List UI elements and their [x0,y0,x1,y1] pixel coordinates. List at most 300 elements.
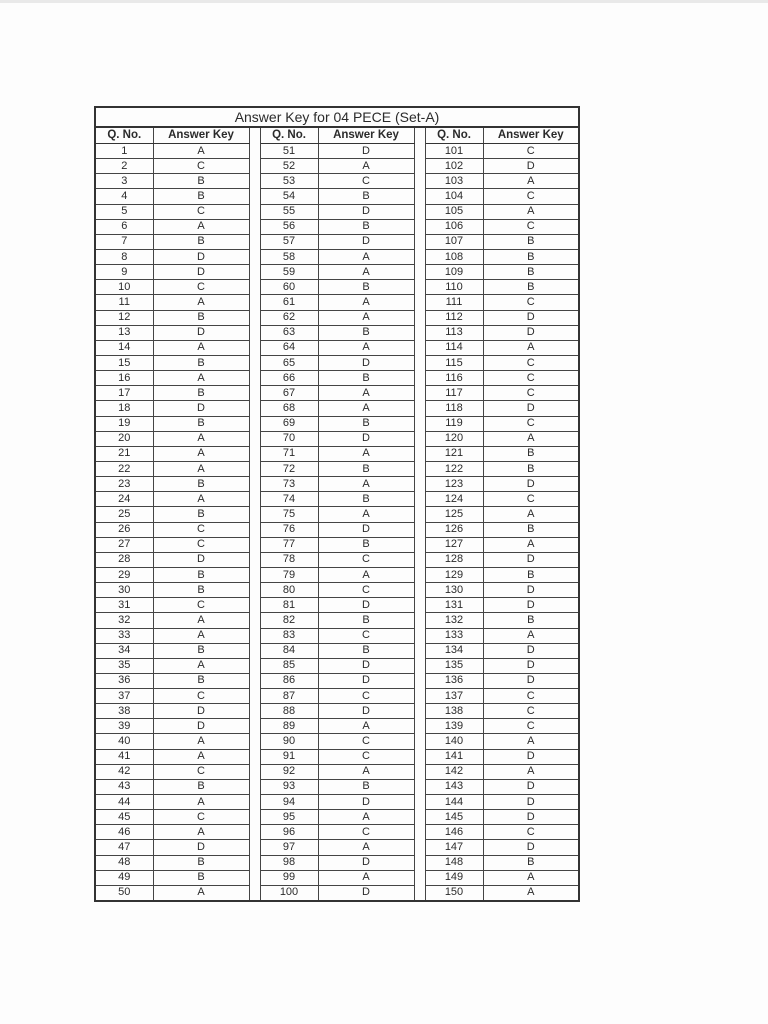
question-number: 117 [425,386,483,401]
answer-key-value: B [318,643,414,658]
question-number: 61 [260,295,318,310]
answer-key-value: C [483,371,579,386]
question-number: 89 [260,719,318,734]
column-divider [414,431,425,446]
answer-key-value: A [153,371,249,386]
question-number: 38 [95,704,153,719]
answer-key-value: D [318,855,414,870]
answer-key-value: D [483,795,579,810]
question-number: 136 [425,673,483,688]
question-number: 99 [260,870,318,885]
column-divider [414,340,425,355]
answer-key-value: A [318,764,414,779]
column-divider [414,613,425,628]
question-number: 118 [425,401,483,416]
column-divider [414,537,425,552]
question-number: 3 [95,174,153,189]
question-number: 1 [95,144,153,159]
answer-key-value: C [483,492,579,507]
table-row [95,810,579,825]
column-divider [249,174,260,189]
answer-key-value: D [318,658,414,673]
column-divider [249,613,260,628]
column-divider [414,265,425,280]
answer-key-value: D [483,552,579,567]
column-divider [414,628,425,643]
question-number: 76 [260,522,318,537]
question-number: 90 [260,734,318,749]
question-number: 8 [95,249,153,264]
column-divider [414,840,425,855]
answer-key-value: B [483,567,579,582]
answer-key-value: A [318,265,414,280]
answer-key-value: B [318,189,414,204]
answer-key-value: A [153,885,249,901]
header-key-3: Answer Key [483,127,579,144]
column-divider [414,144,425,159]
column-divider [414,310,425,325]
column-divider [249,719,260,734]
table-row [95,643,579,658]
answer-key-value: A [153,461,249,476]
column-divider [249,507,260,522]
answer-key-value: A [153,658,249,673]
answer-key-value: D [153,265,249,280]
answer-key-value: A [483,537,579,552]
question-number: 141 [425,749,483,764]
question-number: 137 [425,689,483,704]
question-number: 113 [425,325,483,340]
table-row [95,885,579,901]
column-divider [249,522,260,537]
column-divider [249,295,260,310]
answer-key-value: C [153,280,249,295]
column-divider [414,689,425,704]
table-row [95,689,579,704]
question-number: 12 [95,310,153,325]
answer-key-value: B [483,234,579,249]
question-number: 131 [425,598,483,613]
question-number: 129 [425,567,483,582]
question-number: 4 [95,189,153,204]
column-divider [414,673,425,688]
answer-key-value: C [483,295,579,310]
table-row [95,401,579,416]
answer-key-value: B [153,234,249,249]
question-number: 120 [425,431,483,446]
question-number: 86 [260,673,318,688]
question-number: 67 [260,386,318,401]
column-divider [249,461,260,476]
answer-key-value: A [318,446,414,461]
column-divider [414,386,425,401]
answer-key-value: D [318,704,414,719]
question-number: 139 [425,719,483,734]
column-divider [414,280,425,295]
column-divider [249,280,260,295]
answer-key-value: C [483,689,579,704]
answer-key-value: D [318,355,414,370]
question-number: 42 [95,764,153,779]
column-divider [414,127,425,144]
question-number: 74 [260,492,318,507]
table-row [95,749,579,764]
column-divider [249,749,260,764]
table-row [95,628,579,643]
answer-key-value: A [483,764,579,779]
answer-key-value: C [483,704,579,719]
answer-key-value: B [483,265,579,280]
answer-key-table [94,106,580,902]
question-number: 88 [260,704,318,719]
answer-key-value: C [318,825,414,840]
question-number: 27 [95,537,153,552]
question-number: 55 [260,204,318,219]
question-number: 107 [425,234,483,249]
column-divider [414,583,425,598]
question-number: 75 [260,507,318,522]
table-row [95,552,579,567]
answer-key-value: A [483,870,579,885]
question-number: 95 [260,810,318,825]
answer-key-value: B [153,189,249,204]
header-key-2: Answer Key [318,127,414,144]
question-number: 122 [425,461,483,476]
table-row [95,416,579,431]
question-number: 83 [260,628,318,643]
question-number: 26 [95,522,153,537]
answer-key-value: A [318,401,414,416]
answer-key-value: A [483,204,579,219]
answer-key-value: C [483,719,579,734]
column-divider [249,795,260,810]
answer-key-value: C [483,825,579,840]
answer-key-value: D [318,234,414,249]
question-number: 49 [95,870,153,885]
answer-key-value: B [318,219,414,234]
table-row [95,764,579,779]
question-number: 23 [95,477,153,492]
table-row [95,234,579,249]
question-number: 69 [260,416,318,431]
answer-key-value: A [153,613,249,628]
answer-key-value: C [483,386,579,401]
question-number: 147 [425,840,483,855]
table-row [95,492,579,507]
question-number: 100 [260,885,318,901]
question-number: 105 [425,204,483,219]
column-divider [249,386,260,401]
table-row [95,219,579,234]
answer-key-value: D [318,522,414,537]
answer-key-value: D [153,325,249,340]
table-row [95,340,579,355]
question-number: 102 [425,159,483,174]
table-row [95,795,579,810]
answer-key-value: B [483,855,579,870]
question-number: 82 [260,613,318,628]
column-divider [249,704,260,719]
column-divider [414,249,425,264]
table-row [95,386,579,401]
table-row [95,371,579,386]
column-divider [249,401,260,416]
table-title: Answer Key for 04 PECE (Set-A) [95,107,579,127]
question-number: 44 [95,795,153,810]
question-number: 119 [425,416,483,431]
column-divider [249,628,260,643]
column-divider [249,204,260,219]
answer-key-value: D [153,249,249,264]
table-row [95,431,579,446]
answer-key-value: D [483,810,579,825]
answer-key-value: B [483,522,579,537]
answer-key-value: A [483,628,579,643]
answer-key-value: C [153,204,249,219]
answer-key-value: A [318,249,414,264]
question-number: 9 [95,265,153,280]
answer-key-value: C [483,189,579,204]
question-number: 56 [260,219,318,234]
answer-key-value: D [318,673,414,688]
column-divider [249,870,260,885]
question-number: 62 [260,310,318,325]
table-row [95,734,579,749]
answer-key-value: D [153,401,249,416]
answer-key-value: A [318,340,414,355]
question-number: 143 [425,779,483,794]
answer-key-value: C [318,583,414,598]
question-number: 128 [425,552,483,567]
question-number: 57 [260,234,318,249]
question-number: 22 [95,461,153,476]
answer-key-value: A [153,340,249,355]
answer-key-value: A [153,628,249,643]
question-number: 18 [95,401,153,416]
question-number: 142 [425,764,483,779]
question-number: 72 [260,461,318,476]
answer-key-value: D [483,658,579,673]
table-row [95,719,579,734]
question-number: 127 [425,537,483,552]
answer-key-value: B [153,386,249,401]
column-divider [249,810,260,825]
answer-key-value: A [153,734,249,749]
column-divider [249,840,260,855]
column-divider [414,598,425,613]
question-number: 116 [425,371,483,386]
question-number: 43 [95,779,153,794]
answer-key-value: C [483,144,579,159]
question-number: 93 [260,779,318,794]
answer-key-value: C [153,522,249,537]
table-row [95,522,579,537]
question-number: 110 [425,280,483,295]
answer-key-value: D [318,204,414,219]
column-divider [249,552,260,567]
question-number: 126 [425,522,483,537]
column-divider [414,643,425,658]
answer-key-value: D [483,401,579,416]
question-number: 109 [425,265,483,280]
question-number: 37 [95,689,153,704]
question-number: 115 [425,355,483,370]
column-divider [414,204,425,219]
answer-key-value: C [318,749,414,764]
question-number: 66 [260,371,318,386]
table-row [95,825,579,840]
question-number: 85 [260,658,318,673]
answer-key-value: B [318,492,414,507]
table-row [95,325,579,340]
question-number: 11 [95,295,153,310]
answer-key-value: A [483,340,579,355]
answer-key-value: D [483,583,579,598]
table-row [95,295,579,310]
table-row [95,779,579,794]
column-divider [414,416,425,431]
question-number: 130 [425,583,483,598]
answer-key-value: D [153,840,249,855]
column-divider [249,234,260,249]
question-number: 73 [260,477,318,492]
question-number: 5 [95,204,153,219]
column-divider [414,885,425,901]
question-number: 36 [95,673,153,688]
question-number: 101 [425,144,483,159]
question-number: 87 [260,689,318,704]
question-number: 34 [95,643,153,658]
answer-key-value: C [153,810,249,825]
question-number: 77 [260,537,318,552]
answer-key-value: B [153,355,249,370]
answer-key-value: B [318,280,414,295]
question-number: 31 [95,598,153,613]
column-divider [414,779,425,794]
answer-key-value: A [483,174,579,189]
column-divider [414,234,425,249]
column-divider [414,295,425,310]
column-divider [414,764,425,779]
header-qno-1: Q. No. [95,127,153,144]
answer-key-value: A [153,492,249,507]
answer-key-value: B [153,643,249,658]
answer-key-value: D [153,704,249,719]
answer-key-value: A [318,386,414,401]
answer-key-value: B [318,779,414,794]
column-divider [249,643,260,658]
answer-key-value: B [318,416,414,431]
answer-key-value: B [483,249,579,264]
column-divider [249,431,260,446]
answer-key-value: B [483,461,579,476]
answer-key-value: D [483,779,579,794]
question-number: 92 [260,764,318,779]
question-number: 70 [260,431,318,446]
question-number: 30 [95,583,153,598]
question-number: 94 [260,795,318,810]
question-number: 33 [95,628,153,643]
question-number: 97 [260,840,318,855]
column-divider [414,371,425,386]
column-divider [249,310,260,325]
question-number: 64 [260,340,318,355]
column-divider [414,870,425,885]
table-row [95,658,579,673]
question-number: 2 [95,159,153,174]
column-divider [414,522,425,537]
question-number: 59 [260,265,318,280]
column-divider [414,492,425,507]
answer-key-value: D [318,144,414,159]
question-number: 111 [425,295,483,310]
column-divider [249,355,260,370]
column-divider [249,689,260,704]
answer-key-value: B [483,280,579,295]
column-divider [249,189,260,204]
question-number: 81 [260,598,318,613]
answer-key-value: D [318,795,414,810]
answer-key-value: C [318,628,414,643]
question-number: 41 [95,749,153,764]
table-row [95,583,579,598]
question-number: 28 [95,552,153,567]
answer-key-value: C [318,689,414,704]
table-row [95,537,579,552]
column-divider [414,704,425,719]
answer-key-value: D [483,598,579,613]
answer-key-value: A [318,477,414,492]
column-divider [249,144,260,159]
table-row [95,477,579,492]
column-divider [249,583,260,598]
answer-key-value: A [483,885,579,901]
header-qno-3: Q. No. [425,127,483,144]
column-divider [414,795,425,810]
answer-key-value: B [153,870,249,885]
answer-key-value: D [483,310,579,325]
answer-key-value: D [483,325,579,340]
column-divider [249,855,260,870]
question-number: 50 [95,885,153,901]
answer-key-value: A [153,795,249,810]
question-number: 47 [95,840,153,855]
column-divider [414,401,425,416]
column-divider [414,325,425,340]
question-number: 138 [425,704,483,719]
column-divider [249,885,260,901]
question-number: 108 [425,249,483,264]
header-qno-2: Q. No. [260,127,318,144]
answer-key-value: A [318,295,414,310]
answer-key-value: B [153,507,249,522]
answer-key-value: B [318,371,414,386]
column-divider [249,477,260,492]
answer-key-value: B [153,416,249,431]
question-number: 7 [95,234,153,249]
answer-key-value: C [483,416,579,431]
question-number: 20 [95,431,153,446]
answer-key-value: C [153,689,249,704]
question-number: 112 [425,310,483,325]
question-number: 150 [425,885,483,901]
question-number: 98 [260,855,318,870]
table-row [95,461,579,476]
column-divider [249,779,260,794]
column-divider [414,855,425,870]
answer-key-value: B [153,855,249,870]
question-number: 78 [260,552,318,567]
